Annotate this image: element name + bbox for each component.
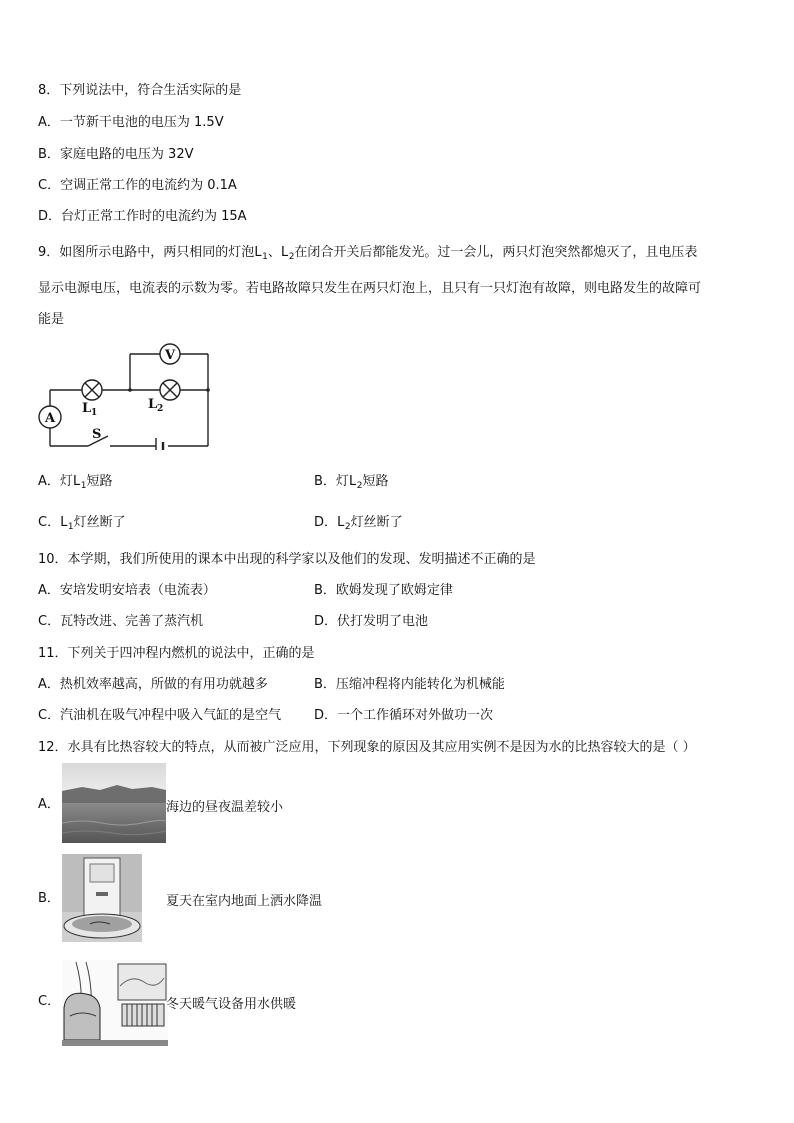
circuit-diagram [34,338,214,450]
q10-option-b: B．欧姆发现了欧姆定律 [314,583,453,598]
q11-option-c: C．汽油机在吸气冲程中吸入气缸的是空气 [38,708,282,723]
lamp-l1-label-sub: 1 [91,408,98,418]
lamp-symbol-l2: L [280,245,289,260]
lamp-sub-1: 1 [262,252,268,262]
q11-stem: 11．下列关于四冲程内燃机的说法中，正确的是 [38,646,315,661]
lamp-l2-label-sub: 2 [157,404,164,414]
q12-option-b-label: B． [38,891,60,906]
q12-option-a-label: A． [38,797,60,812]
q12-option-a-text: 海边的昼夜温差较小 [166,800,284,815]
lamp-l1-symbol [82,380,102,400]
q9-b-prefix: B．灯 [314,474,349,489]
room-water-photo [62,854,142,942]
q9-option-a [38,473,112,495]
q9-a-prefix: A．灯 [38,474,73,489]
q11-option-d: D．一个工作循环对外做功一次 [314,708,494,723]
q9-b-lamp-sub: 2 [356,481,363,491]
lamp-l2-symbol [160,380,180,400]
lamp-l2-label: L [148,397,158,412]
q9-d-lamp: L [337,515,345,530]
q9-stem-line2: 显示电源电压，电流表的示数为零。若电路故障只发生在两只灯泡上，且只有一只灯泡有故障，则电路发生的故障可 [38,281,702,296]
q12-option-b-text: 夏天在室内地面上洒水降温 [166,894,323,909]
q8-stem: 8．下列说法中，符合生活实际的是 [38,83,242,98]
q11-option-b: B．压缩冲程将内能转化为机械能 [314,677,505,692]
q9-c-text: 灯丝断了 [73,515,126,530]
q8-option-b: B．家庭电路的电压为 32V [38,147,194,162]
q11-option-a: A．热机效率越高，所做的有用功就越多 [38,677,268,692]
q8-option-c: C．空调正常工作的电流约为 0.1A [38,178,237,193]
q9-a-lamp: L [72,474,81,489]
q9-stem-post: 在闭合开关后都能发光。过一会儿，两只灯泡突然都熄灭了，且电压表 [294,245,698,260]
lamp-sub-2: 2 [288,252,295,262]
q9-option-c [38,514,126,536]
q9-d-lamp-sub: 2 [344,522,351,532]
q9-a-lamp-sub: 1 [80,481,87,491]
q9-stem-line3: 能是 [38,312,65,327]
q12-option-c-label: C． [38,994,61,1009]
q10-option-a: A．安培发明安培表（电流表） [38,583,216,598]
lamp-symbol-l1: L [254,245,263,260]
q9-option-d [314,514,403,536]
q9-c-lamp: L [60,515,68,530]
q10-stem: 10．本学期，我们所使用的课本中出现的科学家以及他们的发现、发明描述不正确的是 [38,552,536,567]
q10-option-c: C．瓦特改进、完善了蒸汽机 [38,614,204,629]
heater-room-photo [62,960,168,1046]
q9-stem-line1 [38,244,697,266]
voltmeter-label: V [164,348,176,363]
q8-option-d: D．台灯正常工作时的电流约为 15A [38,209,247,224]
q10-option-d: D．伏打发明了电池 [314,614,429,629]
q9-c-prefix: C． [38,515,61,530]
q12-option-c-text: 冬天暖气设备用水供暖 [166,997,297,1012]
switch-label: S [92,427,102,442]
q9-stem-pre: 9．如图所示电路中，两只相同的灯泡 [38,245,255,260]
q8-option-a: A．一节新干电池的电压为 1.5V [38,115,224,130]
q9-a-text: 短路 [86,474,113,489]
q9-c-lamp-sub: 1 [67,522,74,532]
lamp-l1-label: L [82,401,92,416]
q9-d-text: 灯丝断了 [350,515,403,530]
q9-b-lamp: L [348,474,357,489]
seaside-photo [62,763,166,843]
q9-d-prefix: D． [314,515,338,530]
q12-stem: 12．水具有比热容较大的特点，从而被广泛应用，下列现象的原因及其应用实例不是因为水的比热容较大的是（ ） [38,740,696,755]
ammeter-label: A [44,411,56,426]
q9-sep: 、 [267,245,281,260]
q9-option-b [314,473,389,495]
q9-b-text: 短路 [362,474,389,489]
